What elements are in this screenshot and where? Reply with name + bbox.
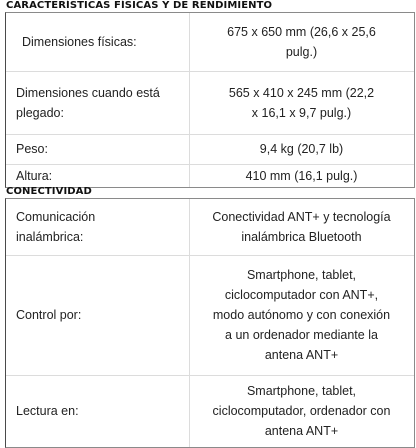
row-label: Comunicación inalámbrica: [16, 210, 96, 244]
row-value: 675 x 650 mm (26,6 x 25,6 pulg.) [227, 25, 376, 59]
section-title-physical: CARACTERÍSTICAS FÍSICAS Y DE RENDIMIENTO [6, 0, 273, 11]
connectivity-table [5, 198, 415, 448]
table-row [6, 13, 414, 72]
row-value: Smartphone, tablet, ciclocomputador con ANT+, modo autónomo y con conexión a un ordenador mediante la antena ANT+ [212, 268, 391, 362]
row-value: 9,4 kg (20,7 lb) [259, 142, 344, 156]
table-row [6, 375, 414, 447]
row-label: Lectura en: [16, 404, 79, 418]
table-row [6, 164, 414, 187]
table-row [6, 134, 414, 165]
row-label: Dimensiones físicas: [22, 35, 137, 49]
table-row [6, 199, 414, 256]
row-label: Peso: [16, 142, 48, 156]
table-row [6, 71, 414, 135]
row-label: Dimensiones cuando está plegado: [16, 85, 160, 120]
row-value: Smartphone, tablet, ciclocomputador, ordenador con antena ANT+ [212, 384, 391, 438]
row-value: 410 mm (16,1 pulg.) [245, 168, 358, 183]
row-label: Control por: [16, 308, 82, 322]
row-value: Conectividad ANT+ y tecnología inalámbrica Bluetooth [212, 210, 391, 244]
physical-specs-table [5, 12, 415, 188]
table-row [6, 255, 414, 376]
row-label: Altura: [16, 168, 53, 183]
section-title-connectivity: CONECTIVIDAD [6, 186, 92, 197]
row-value: 565 x 410 x 245 mm (22,2 x 16,1 x 9,7 pulg.) [228, 85, 375, 120]
